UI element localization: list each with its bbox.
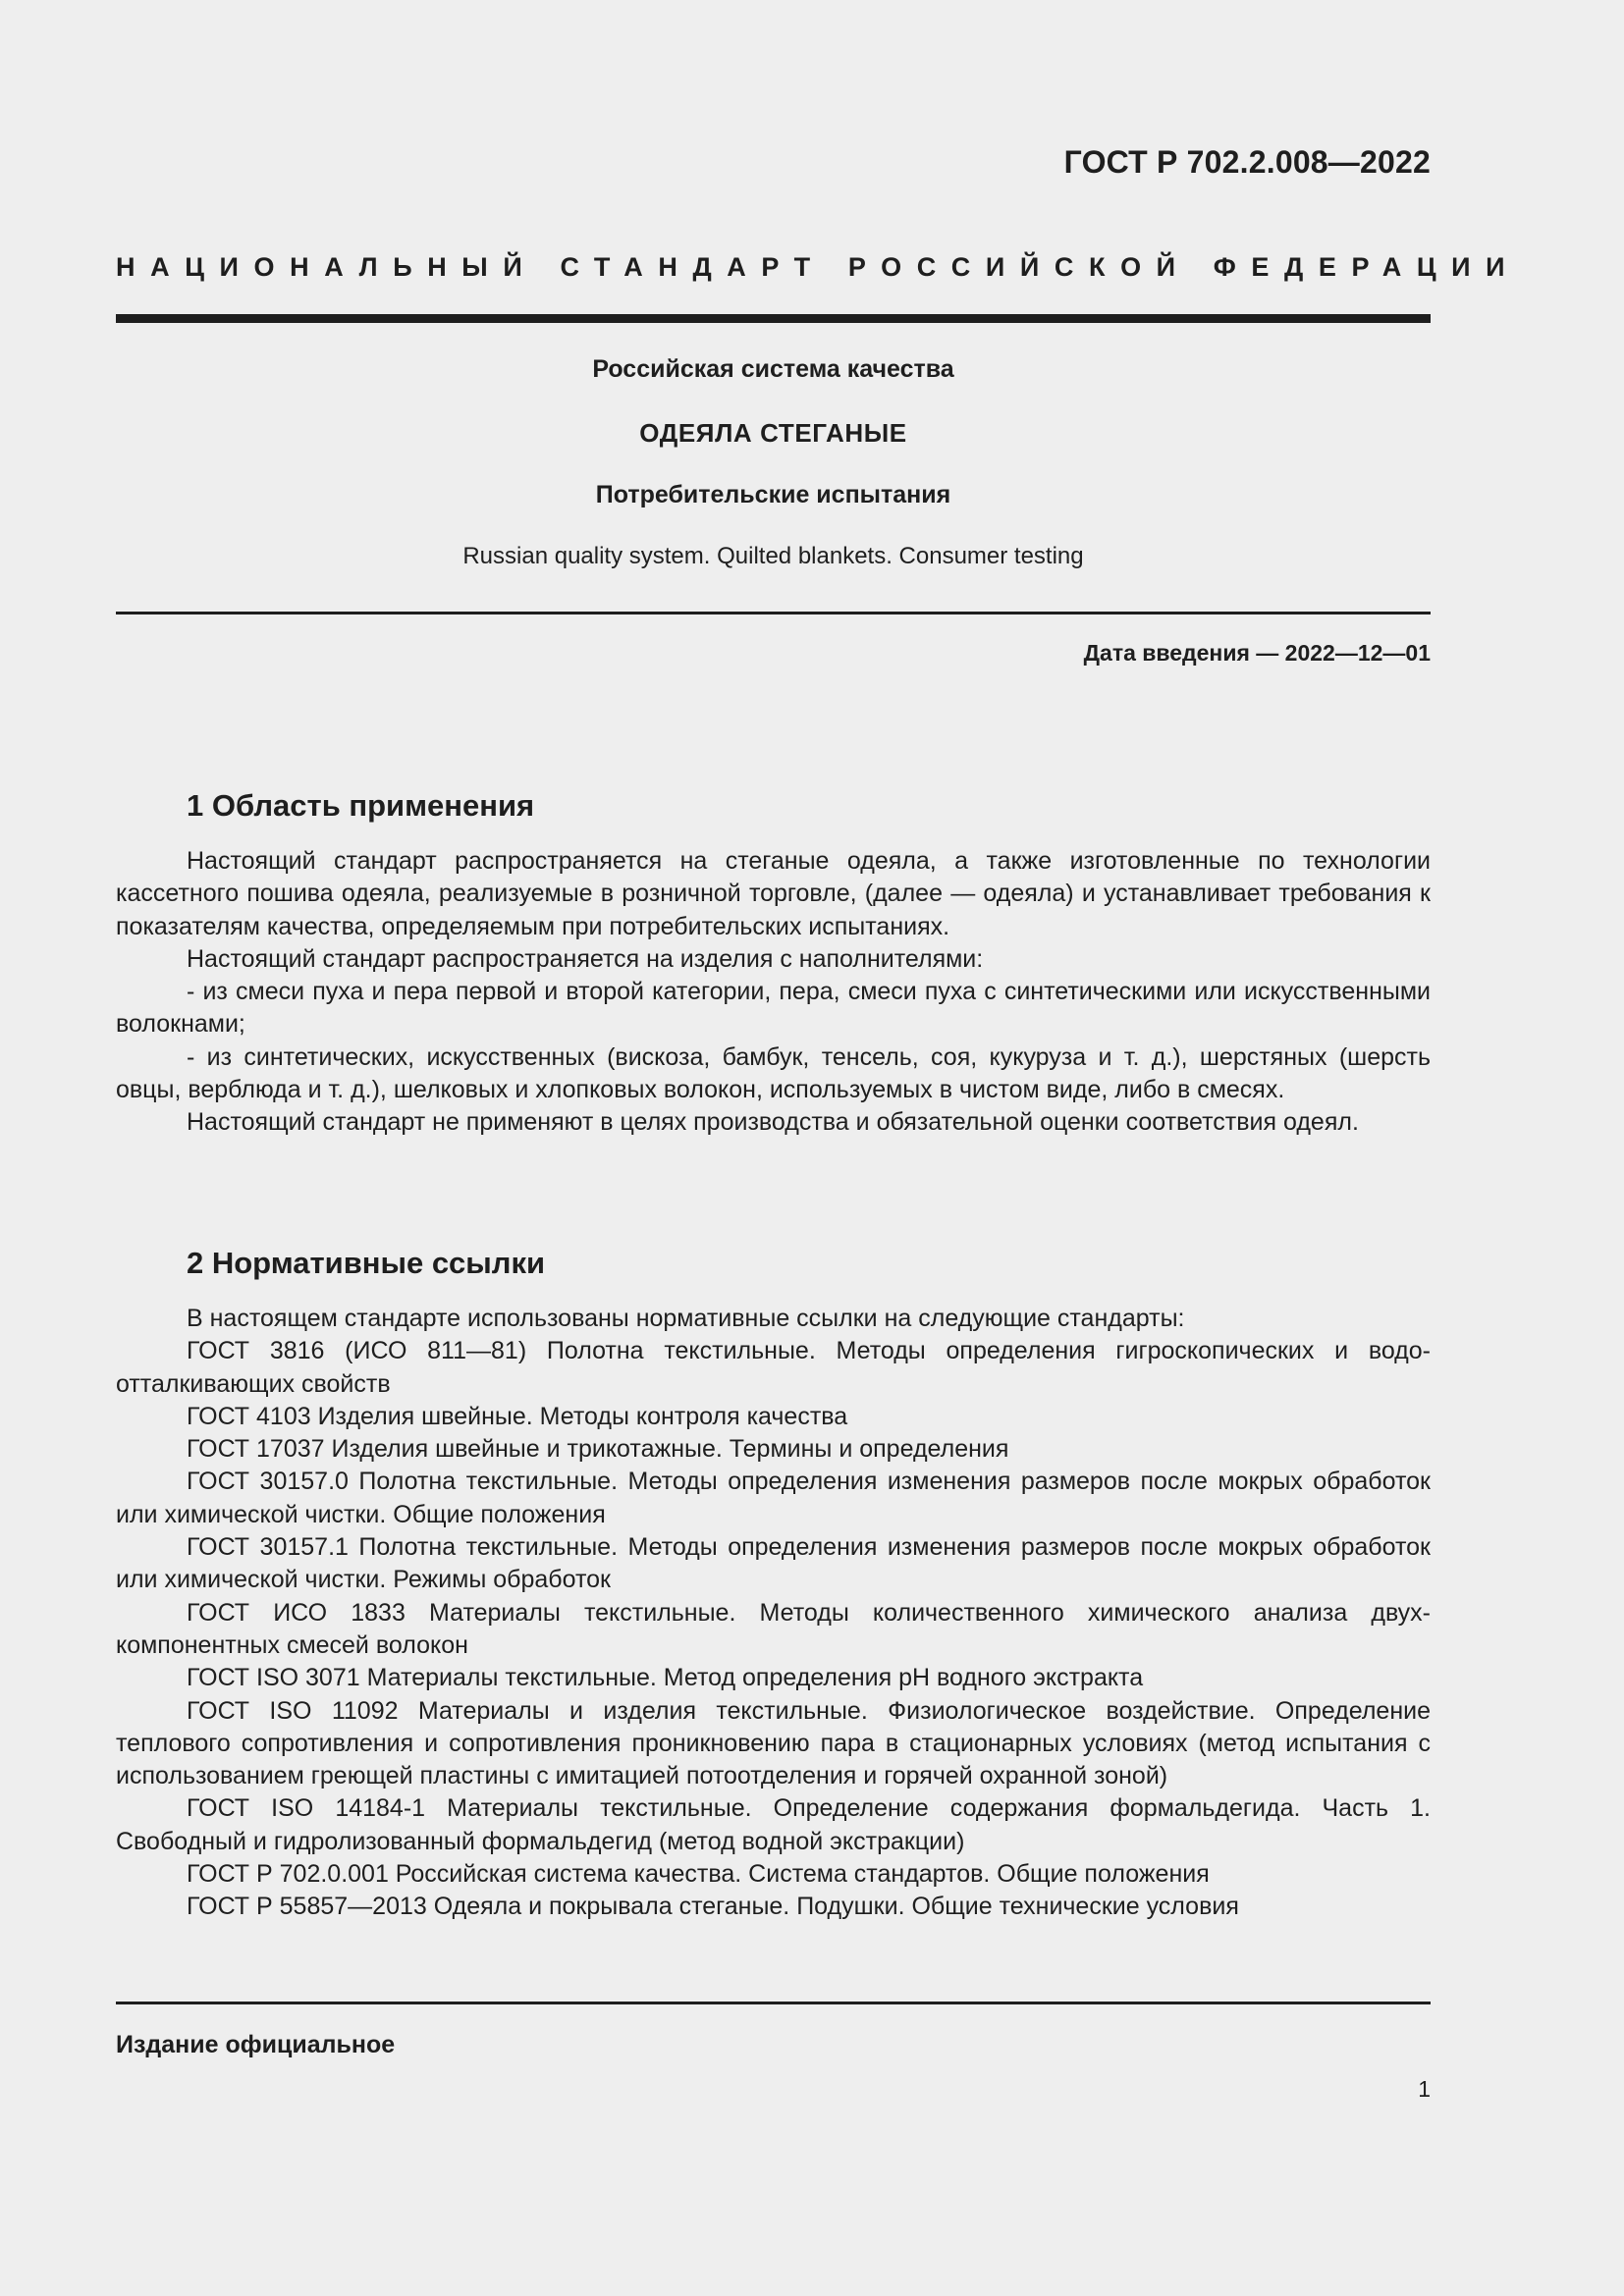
section-heading: 2 Нормативные ссылки — [187, 1246, 546, 1280]
reference-item: ГОСТ ISO 11092 Материалы и изделия текстильные. Физиологическое воздействие. Определение теплового сопротивления и сопротивления проникновению пара в стационарных условиях (метод испытания с использованием греющей пластины с имитацией потоотделения и горячей охранной зоной) — [116, 1696, 1431, 1790]
reference-item: ГОСТ ИСО 1833 Материалы текстильные. Методы количественного химического анализа двухкомпонентных смесей волокон — [116, 1598, 1431, 1659]
reference-item: ГОСТ ISO 3071 Материалы текстильные. Метод определения pH водного экстракта — [187, 1664, 1144, 1692]
reference-item: ГОСТ 30157.0 Полотна текстильные. Методы определения изменения размеров после мокрых обработок или химической чистки. Общие положения — [116, 1468, 1431, 1528]
section-heading: 1 Область применения — [187, 788, 535, 823]
header-divider — [116, 314, 1431, 323]
paragraph: Настоящий стандарт не применяют в целях производства и обязательной оценки соответствия одеял. — [187, 1108, 1359, 1137]
page-number: 1 — [1418, 2076, 1431, 2102]
section-normative-references — [116, 1244, 1431, 1924]
official-edition-label: Издание официальное — [116, 2031, 396, 2058]
english-title: Russian quality system. Quilted blankets. Consumer testing — [462, 543, 1084, 569]
list-item: - из синтетических, искусственных (вискоза, бамбук, тенсель, соя, кукуруза и т. д.), шерстяных (шерсть овцы, верблюда и т. д.), шелковых и хлопковых волокон, используемых в чистом виде, либо в смесях. — [116, 1042, 1431, 1104]
document-code: ГОСТ Р 702.2.008—2022 — [1063, 144, 1431, 180]
reference-item: ГОСТ 4103 Изделия швейные. Методы контроля качества — [187, 1402, 848, 1430]
reference-item: ГОСТ 17037 Изделия швейные и трикотажные. Термины и определения — [187, 1435, 1009, 1464]
reference-item: ГОСТ 3816 (ИСО 811—81) Полотна текстильные. Методы определения гигроскопических и водоотталкивающих свойств — [116, 1337, 1431, 1398]
national-standard-banner: НАЦИОНАЛЬНЫЙ СТАНДАРТ РОССИЙСКОЙ ФЕДЕРАЦИИ — [116, 252, 1521, 282]
section-scope — [116, 786, 1431, 1140]
footer-divider — [116, 2002, 1431, 2004]
document-title: ОДЕЯЛА СТЕГАНЫЕ — [639, 418, 907, 448]
introduction-date: Дата введения — 2022—12—01 — [1083, 640, 1431, 666]
reference-item: ГОСТ Р 702.0.001 Российская система качества. Система стандартов. Общие положения — [187, 1860, 1210, 1889]
paragraph: Настоящий стандарт распространяется на изделия с наполнителями: — [187, 944, 984, 973]
reference-item: ГОСТ ISO 14184-1 Материалы текстильные. Определение содержания формальдегида. Часть 1. Свободный и гидролизованный формальдегид (метод водной экстракции) — [116, 1794, 1431, 1855]
document-subtitle: Потребительские испытания — [595, 481, 951, 508]
paragraph: Настоящий стандарт распространяется на стеганые одеяла, а также изготовленные по технологии кассетного пошива одеяла, реализуемые в розничной торговле, (далее — одеяла) и устанавливает требования к показателям качества, определяемым при потребительских испытаниях. — [116, 847, 1431, 940]
reference-item: ГОСТ Р 55857—2013 Одеяла и покрывала стеганые. Подушки. Общие технические условия — [187, 1893, 1239, 1921]
title-divider — [116, 612, 1431, 614]
series-title: Российская система качества — [592, 355, 954, 383]
paragraph: В настоящем стандарте использованы нормативные ссылки на следующие стандарты: — [187, 1305, 1185, 1332]
list-item: - из смеси пуха и пера первой и второй категории, пера, смеси пуха с синтетическими или искусственными волокнами; — [116, 978, 1431, 1039]
reference-item: ГОСТ 30157.1 Полотна текстильные. Методы определения изменения размеров после мокрых обработок или химической чистки. Режимы обработок — [116, 1533, 1431, 1594]
